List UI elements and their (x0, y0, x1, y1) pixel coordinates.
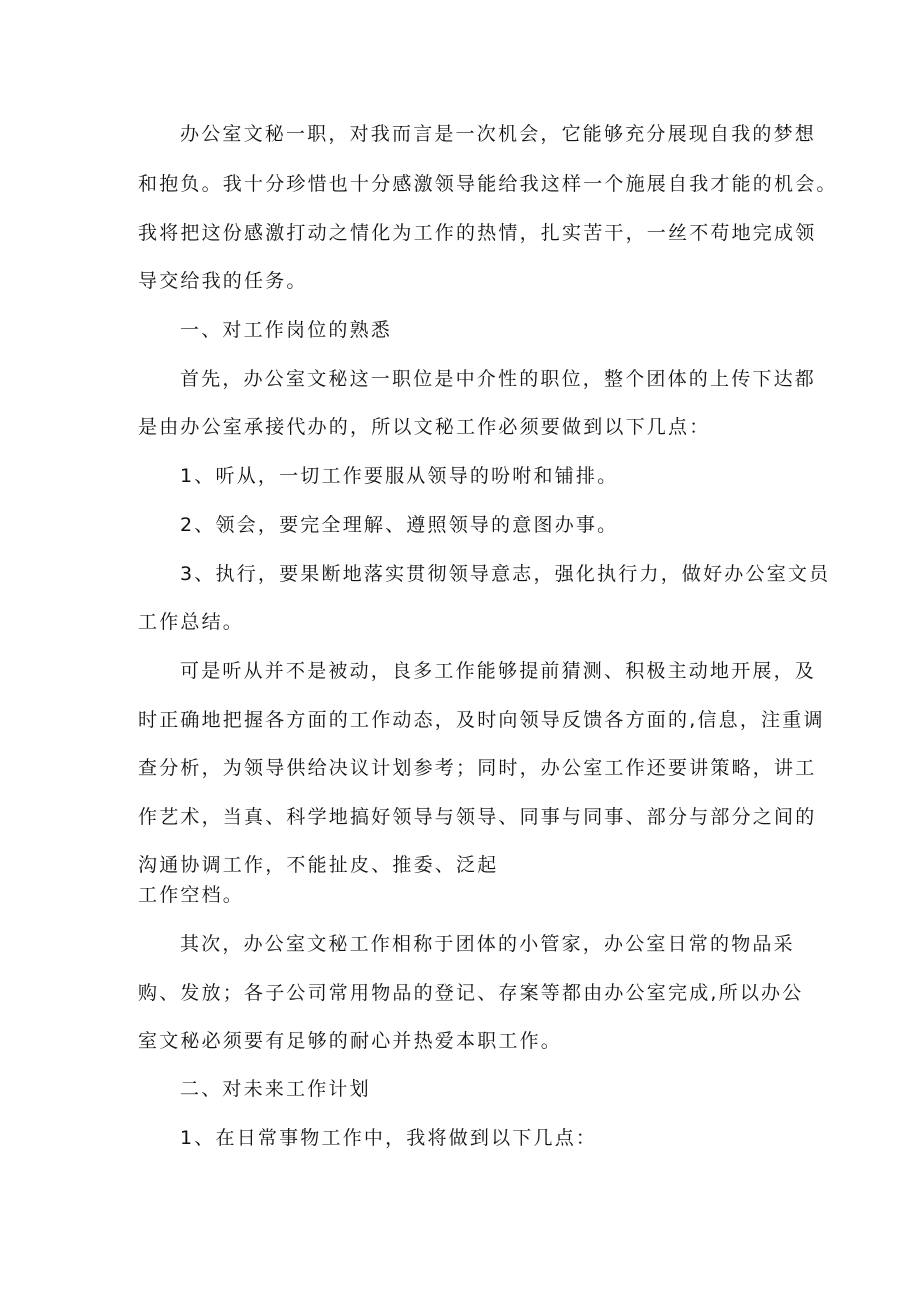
paragraph-line: 工作空档。 (138, 884, 245, 906)
paragraph-line: 办公室文秘一职，对我而言是一次机会，它能够充分展现自我的梦想 (180, 123, 817, 145)
paragraph-line: 查分析，为领导供给决议计划参考；同时，办公室工作还要讲策略，讲工 (138, 757, 817, 779)
paragraph-line: 首先，办公室文秘这一职位是中介性的职位，整个团体的上传下达都 (180, 368, 817, 390)
list-item: 3、执行，要果断地落实贯彻领导意志，强化执行力，做好办公室文员 (180, 563, 831, 585)
paragraph-line: 是由办公室承接代办的，所以文秘工作必须要做到以下几点： (138, 416, 711, 438)
paragraph-line: 工作总结。 (138, 611, 245, 633)
list-item: 2、领会，要完全理解、遵照领导的意图办事。 (180, 514, 619, 536)
list-item: 1、听从，一切工作要服从领导的吩咐和铺排。 (180, 465, 619, 487)
paragraph-line: 时正确地把握各方面的工作动态，及时向领导反馈各方面的,信息，注重调 (138, 709, 825, 731)
list-item: 1、在日常事物工作中，我将做到以下几点： (180, 1127, 598, 1149)
paragraph-line: 室文秘必须要有足够的耐心并热爱本职工作。 (138, 1030, 563, 1052)
paragraph-line: 沟通协调工作，不能扯皮、推委、泛起 (138, 854, 499, 876)
paragraph-line: 导交给我的任务。 (138, 270, 308, 292)
paragraph-line: 可是听从并不是被动，良多工作能够提前猜测、积极主动地开展，及 (180, 660, 817, 682)
paragraph-line: 其次，办公室文秘工作相称于团体的小管家，办公室日常的物品采 (180, 933, 795, 955)
paragraph-line: 和抱负。我十分珍惜也十分感激领导能给我这样一个施展自我才能的机会。 (138, 173, 838, 195)
paragraph-line: 我将把这份感激打动之情化为工作的热情，扎实苦干，一丝不苟地完成领 (138, 222, 817, 244)
paragraph-line: 购、发放；各子公司常用物品的登记、存案等都由办公室完成,所以办公 (138, 982, 804, 1004)
section-heading: 一、对工作岗位的熟悉 (180, 319, 393, 341)
section-heading: 二、对未来工作计划 (180, 1078, 371, 1100)
paragraph-line: 作艺术，当真、科学地搞好领导与领导、同事与同事、部分与部分之间的 (138, 806, 817, 828)
